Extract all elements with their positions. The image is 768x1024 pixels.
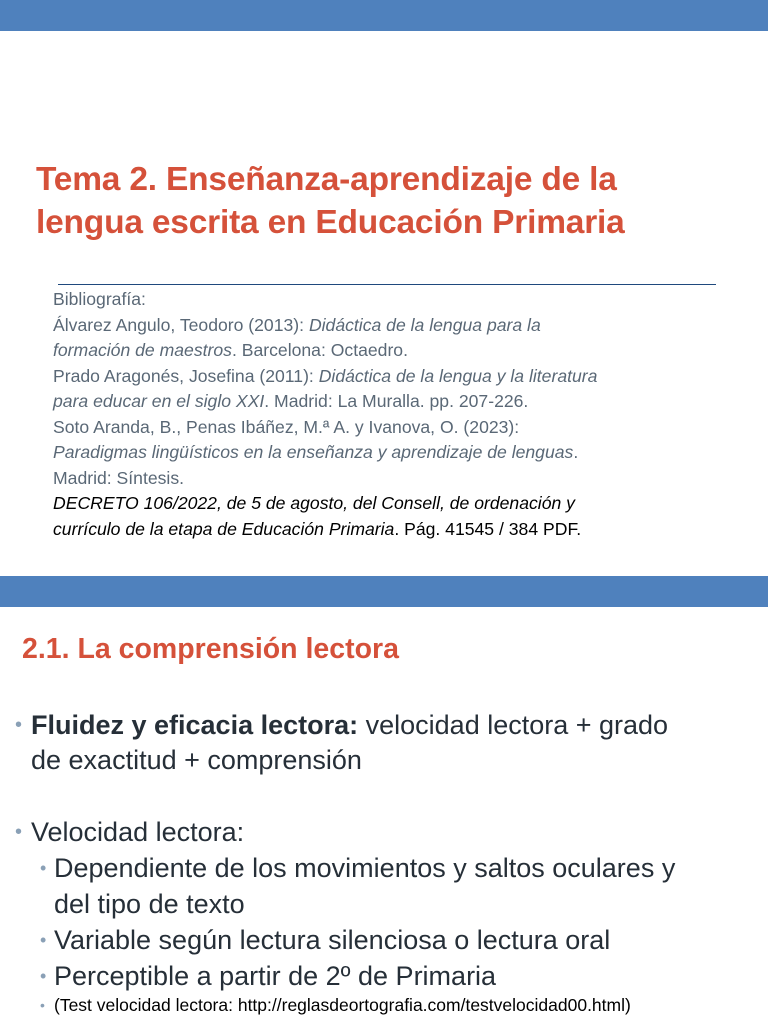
bullet-dot: • [15,821,23,843]
sub-bullet-movimientos: Dependiente de los movimientos y saltos oculares y [54,853,676,883]
sub-bullet-perceptible: Perceptible a partir de 2º de Primaria [54,961,497,991]
bullet-fluidez-rest: velocidad lectora + grado [358,710,669,740]
entry-4-title-a: DECRETO 106/2022, de 5 de agosto, del Consell, de ordenación y [53,493,575,513]
bibliography-entry-3-cont [53,440,733,466]
bullet-velocidad: Velocidad lectora: [31,817,245,847]
sub-bullet-variable: Variable según lectura silenciosa o lectura oral [54,925,611,955]
entry-1-author: Álvarez Angulo, Teodoro (2013): [53,314,309,335]
sub-bullet-dot: • [40,858,47,878]
bibliography-entry-4 [53,491,733,517]
sub-bullet-movimientos-cont: del tipo de texto [54,889,245,919]
bullet-fluidez-line-2: de exactitud + comprensión [31,745,362,775]
entry-2-title-b: para educar en el siglo XXI [53,391,265,411]
slide-1 [0,31,768,576]
bibliography-entry-2 [53,364,733,390]
entry-1-publisher: . Barcelona: Octaedro. [231,340,408,360]
bullet-fluidez [31,708,668,778]
entry-1-title-b: formación de maestros [53,340,232,360]
bullet-dot: • [15,714,23,736]
bibliography-heading: Bibliografía: [53,289,146,309]
entry-3-title: Paradigmas lingüísticos en la enseñanza y aprendizaje de lenguas [53,442,574,462]
slide-separator-band [0,576,768,607]
bibliography-entry-3: Soto Aranda, B., Penas Ibáñez, M.ª A. y Ivanova, O. (2023): [53,416,520,437]
sub-bullet-dot: • [40,966,47,986]
sub-bullet-test-link[interactable]: (Test velocidad lectora: http://reglasdeortografia.com/testvelocidad00.html) [54,995,631,1015]
slide-2 [0,607,768,1024]
title-line-1: Tema 2. Enseñanza-aprendizaje de la [36,161,617,198]
bibliography [53,287,733,542]
entry-4-page: . Pág. 41545 / 384 PDF. [394,518,582,539]
entry-2-author: Prado Aragonés, Josefina (2011): [53,365,319,386]
bibliography-entry-4-cont [53,517,733,543]
slide-title [36,158,736,244]
section-title: 2.1. La comprensión lectora [22,633,399,665]
title-divider [58,284,716,285]
top-accent-band [0,0,768,31]
bullet-fluidez-bold: Fluidez y eficacia lectora: [31,710,359,740]
bibliography-entry-2-cont [53,389,733,415]
entry-4-title-b: currículo de la etapa de Educación Primaria [53,518,395,539]
bibliography-entry-3-publisher: Madrid: Síntesis. [53,467,185,488]
bibliography-entry-1 [53,313,733,339]
entry-2-publisher: . Madrid: La Muralla. pp. 207-226. [264,391,529,411]
entry-3-period: . [573,442,579,462]
bibliography-entry-1-cont [53,338,733,364]
entry-1-title-a: Didáctica de la lengua para la [308,314,541,335]
entry-2-title-a: Didáctica de la lengua y la literatura [318,365,598,386]
sub-bullet-dot: • [40,997,45,1013]
title-line-2: lengua escrita en Educación Primaria [36,204,625,241]
sub-bullet-dot: • [40,930,47,950]
